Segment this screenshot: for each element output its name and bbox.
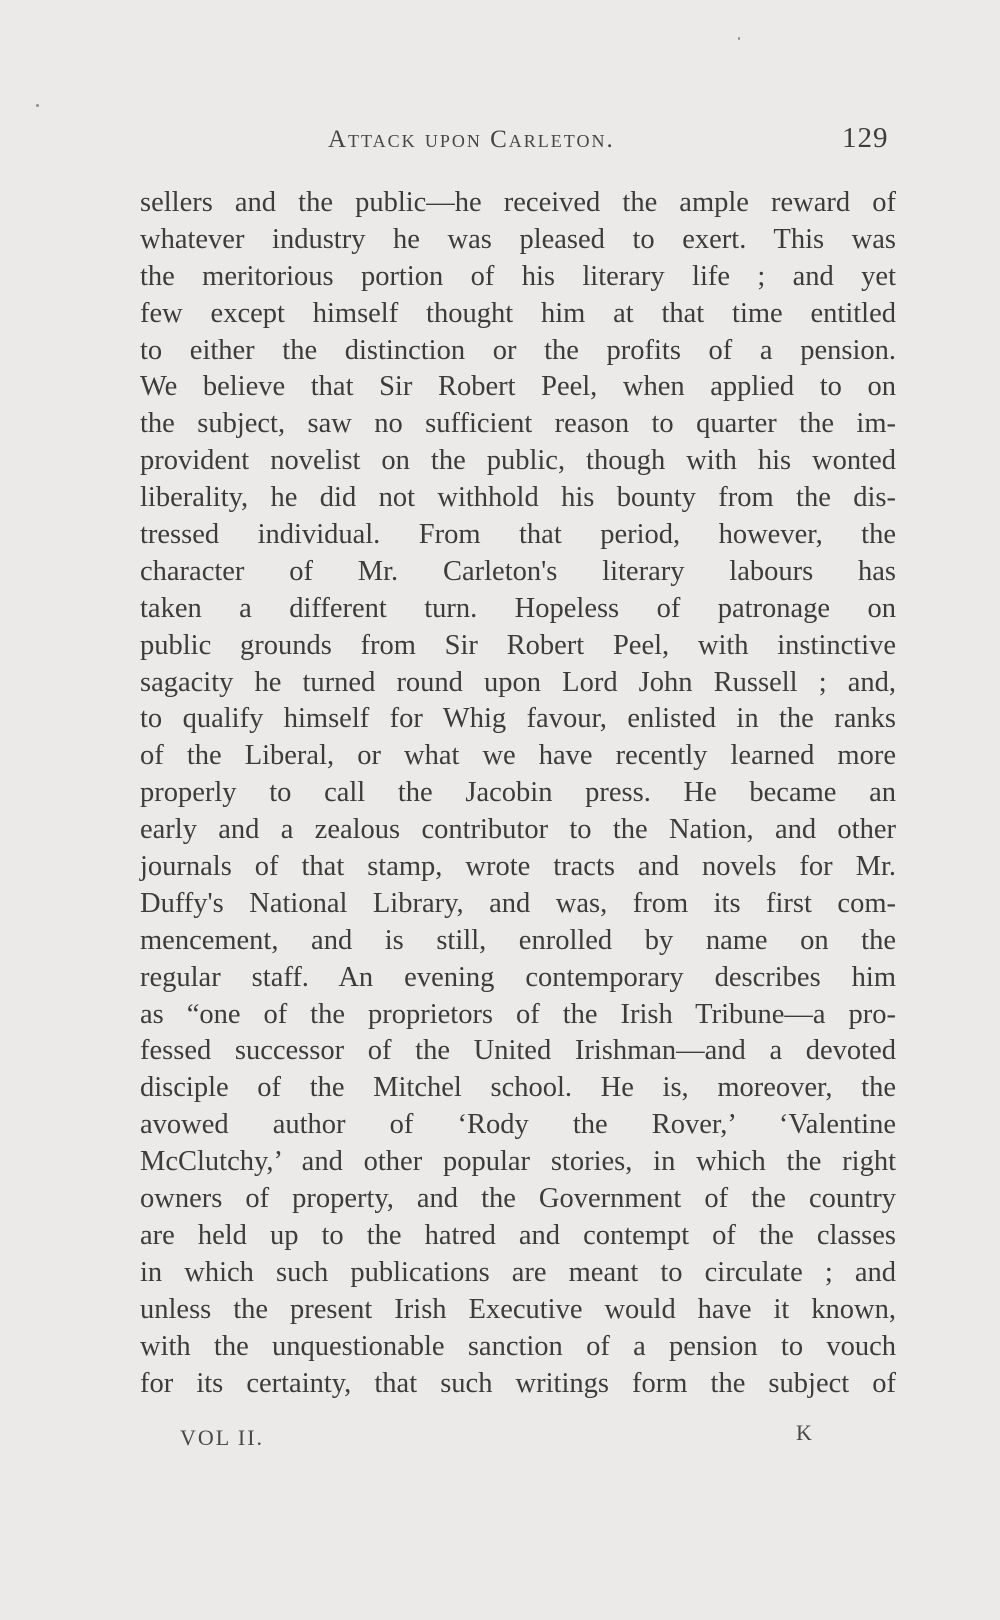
text-line: character of Mr. Carleton's literary labours has <box>140 555 896 587</box>
paper-speck <box>738 37 740 40</box>
text-line: whatever industry he was pleased to exert. This was <box>140 223 896 255</box>
text-line: in which such publications are meant to circulate ; and <box>140 1256 896 1288</box>
text-line: provident novelist on the public, though with his wonted <box>140 445 896 477</box>
text-line: sellers and the public—he received the ample reward of <box>140 187 896 218</box>
text-line: McClutchy,’ and other popular stories, in which the right <box>140 1146 896 1178</box>
text-line: owners of property, and the Government of the country <box>140 1183 896 1215</box>
text-line: the subject, saw no sufficient reason to quarter the im- <box>140 408 896 440</box>
text-line: tressed individual. From that period, however, the <box>140 519 896 551</box>
text-line: for its certainty, that such writings form the subject of <box>140 1367 896 1399</box>
gathering-mark: K <box>796 1420 812 1445</box>
text-line: of the Liberal, or what we have recently learned more <box>140 740 896 772</box>
text-line: with the unquestionable sanction of a pension to vouch <box>140 1330 896 1362</box>
text-line: unless the present Irish Executive would have it known, <box>140 1293 896 1325</box>
volume-signature: VOL II. <box>180 1425 265 1450</box>
body-text <box>140 185 896 1402</box>
text-line: Duffy's National Library, and was, from its first com- <box>140 887 896 919</box>
text-line: mencement, and is still, enrolled by name on the <box>140 924 896 956</box>
paper-speck <box>36 104 39 107</box>
text-line: properly to call the Jacobin press. He became an <box>140 777 896 809</box>
text-line: the meritorious portion of his literary life ; and yet <box>140 260 896 292</box>
text-line: early and a zealous contributor to the Nation, and other <box>140 814 896 846</box>
text-line: We believe that Sir Robert Peel, when applied to on <box>140 371 896 403</box>
running-head-title: Attack upon Carleton. <box>328 126 615 153</box>
text-line: regular staff. An evening contemporary describes him <box>140 961 896 993</box>
text-line: fessed successor of the United Irishman—and a devoted <box>140 1035 896 1067</box>
text-line: as “one of the proprietors of the Irish Tribune—a pro- <box>140 998 896 1030</box>
text-line: are held up to the hatred and contempt of the classes <box>140 1219 896 1251</box>
text-line: journals of that stamp, wrote tracts and novels for Mr. <box>140 851 896 883</box>
text-line: avowed author of ‘Rody the Rover,’ ‘Valentine <box>140 1109 896 1141</box>
page-number: 129 <box>842 122 889 154</box>
text-line: sagacity he turned round upon Lord John Russell ; and, <box>140 666 896 698</box>
text-line: few except himself thought him at that time entitled <box>140 297 896 329</box>
text-line: liberality, he did not withhold his bounty from the dis- <box>140 482 896 514</box>
text-line: to qualify himself for Whig favour, enlisted in the ranks <box>140 703 896 735</box>
text-line: taken a different turn. Hopeless of patronage on <box>140 592 896 624</box>
text-line: to either the distinction or the profits of a pension. <box>140 334 896 366</box>
text-line: disciple of the Mitchel school. He is, moreover, the <box>140 1072 896 1104</box>
text-line: public grounds from Sir Robert Peel, with instinctive <box>140 629 896 661</box>
